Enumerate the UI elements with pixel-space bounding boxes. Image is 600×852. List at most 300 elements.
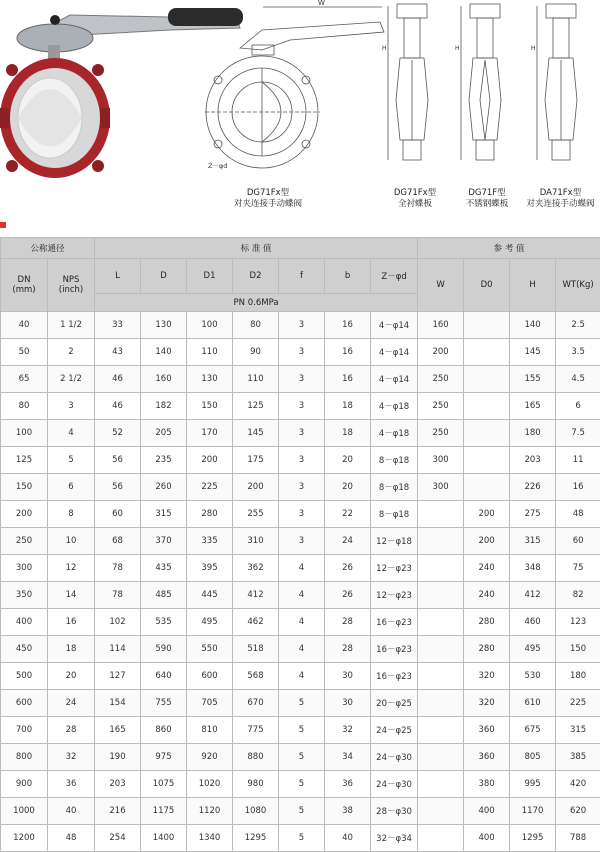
table-cell: 18 [325, 393, 371, 420]
table-cell: 32 [48, 744, 95, 771]
table-cell [464, 420, 510, 447]
table-row [1, 393, 600, 420]
table-cell: 24－φ30 [371, 771, 418, 798]
table-cell: 550 [187, 636, 233, 663]
table-cell [418, 690, 464, 717]
table-row [1, 717, 600, 744]
table-cell: 495 [187, 609, 233, 636]
table-cell [418, 663, 464, 690]
table-cell: 225 [556, 690, 600, 717]
table-cell [418, 636, 464, 663]
table-row [1, 555, 600, 582]
table-cell: 315 [141, 501, 187, 528]
table-cell: 260 [141, 474, 187, 501]
table-cell: 400 [464, 825, 510, 852]
table-cell: 46 [95, 366, 141, 393]
table-cell: 1200 [1, 825, 48, 852]
table-cell: 16 [325, 339, 371, 366]
table-cell: 300 [418, 474, 464, 501]
header-nominal: 公称通径 [1, 238, 95, 259]
table-cell: 16－φ23 [371, 636, 418, 663]
table-cell: 200 [233, 474, 279, 501]
table-cell: 56 [95, 474, 141, 501]
table-cell: 165 [95, 717, 141, 744]
table-cell: 235 [141, 447, 187, 474]
col-d2: D2 [233, 259, 279, 294]
table-cell: 10 [48, 528, 95, 555]
table-cell: 4－φ18 [371, 393, 418, 420]
table-cell [418, 582, 464, 609]
table-row [1, 528, 600, 555]
valve-photo [0, 0, 243, 185]
table-row [1, 798, 600, 825]
table-cell: 275 [510, 501, 556, 528]
table-cell: 445 [187, 582, 233, 609]
caption-model: DA71Fx型 [521, 188, 600, 199]
table-cell: 705 [187, 690, 233, 717]
table-cell: 16 [48, 609, 95, 636]
table-cell: 535 [141, 609, 187, 636]
table-cell: 335 [187, 528, 233, 555]
table-cell: 40 [1, 312, 48, 339]
caption-desc: 对夹连接手动蝶阀 [521, 199, 600, 210]
table-cell: 4.5 [556, 366, 600, 393]
caption-desc: 不锈钢蝶板 [455, 199, 519, 210]
section-marker [0, 222, 6, 228]
caption-model: DG71F型 [455, 188, 519, 199]
table-cell [418, 717, 464, 744]
table-cell: 40 [325, 825, 371, 852]
table-cell: 1170 [510, 798, 556, 825]
table-cell: 860 [141, 717, 187, 744]
table-cell: 40 [48, 798, 95, 825]
table-cell: 75 [556, 555, 600, 582]
table-cell: 150 [187, 393, 233, 420]
table-cell: 2 1/2 [48, 366, 95, 393]
table-cell: 1000 [1, 798, 48, 825]
caption-1 [213, 188, 323, 210]
table-row [1, 744, 600, 771]
table-cell: 36 [48, 771, 95, 798]
table-cell: 362 [233, 555, 279, 582]
table-cell: 250 [1, 528, 48, 555]
table-cell: 12 [48, 555, 95, 582]
table-cell: 4－φ18 [371, 420, 418, 447]
table-cell: 3 [279, 501, 325, 528]
table-cell: 180 [556, 663, 600, 690]
table-cell: 125 [233, 393, 279, 420]
table-cell: 920 [187, 744, 233, 771]
table-cell: 1400 [141, 825, 187, 852]
table-cell: 5 [279, 690, 325, 717]
col-d1: D1 [187, 259, 233, 294]
table-cell: 46 [95, 393, 141, 420]
table-cell: 1120 [187, 798, 233, 825]
table-row [1, 420, 600, 447]
table-cell: 600 [1, 690, 48, 717]
table-cell: 1075 [141, 771, 187, 798]
col-l: L [95, 259, 141, 294]
table-cell: 160 [141, 366, 187, 393]
table-cell: 28－φ30 [371, 798, 418, 825]
col-f: f [279, 259, 325, 294]
table-cell: 4－φ14 [371, 366, 418, 393]
table-cell: 3 [279, 339, 325, 366]
table-cell: 12－φ18 [371, 528, 418, 555]
table-cell: 203 [95, 771, 141, 798]
svg-text:H: H [455, 45, 460, 52]
table-cell: 250 [418, 420, 464, 447]
table-cell: 420 [556, 771, 600, 798]
table-cell: 16 [325, 312, 371, 339]
table-cell: 24－φ25 [371, 717, 418, 744]
table-cell: 900 [1, 771, 48, 798]
table-cell: 460 [510, 609, 556, 636]
table-cell: 20－φ25 [371, 690, 418, 717]
table-cell: 254 [95, 825, 141, 852]
table-cell [418, 744, 464, 771]
table-cell: 200 [187, 447, 233, 474]
table-cell: 310 [233, 528, 279, 555]
table-cell: 4 [48, 420, 95, 447]
table-cell: 5 [48, 447, 95, 474]
table-cell: 26 [325, 582, 371, 609]
table-cell: 33 [95, 312, 141, 339]
table-cell: 610 [510, 690, 556, 717]
table-cell: 123 [556, 609, 600, 636]
svg-text:H: H [531, 45, 536, 52]
table-cell: 348 [510, 555, 556, 582]
table-row [1, 501, 600, 528]
table-cell: 110 [233, 366, 279, 393]
table-cell: 280 [464, 636, 510, 663]
table-cell: 200 [464, 501, 510, 528]
table-cell: 1340 [187, 825, 233, 852]
table-cell: 20 [325, 474, 371, 501]
table-cell [464, 366, 510, 393]
table-cell: 462 [233, 609, 279, 636]
table-cell: 80 [1, 393, 48, 420]
header-reference: 参 考 值 [418, 238, 600, 259]
table-cell: 8 [48, 501, 95, 528]
table-cell: 3 [48, 393, 95, 420]
svg-text:H: H [382, 45, 387, 52]
table-cell: 6 [48, 474, 95, 501]
table-cell: 3.5 [556, 339, 600, 366]
table-cell: 805 [510, 744, 556, 771]
table-cell: 16 [325, 366, 371, 393]
table-cell: 48 [48, 825, 95, 852]
table-cell: 26 [325, 555, 371, 582]
table-cell: 226 [510, 474, 556, 501]
table-cell: 568 [233, 663, 279, 690]
table-cell: 20 [325, 447, 371, 474]
table-cell: 28 [48, 717, 95, 744]
table-cell: 102 [95, 609, 141, 636]
table-cell: 216 [95, 798, 141, 825]
table-cell: 52 [95, 420, 141, 447]
table-cell: 250 [418, 393, 464, 420]
table-cell [464, 474, 510, 501]
table-cell: 200 [418, 339, 464, 366]
table-cell: 32－φ34 [371, 825, 418, 852]
table-cell: 30 [325, 690, 371, 717]
table-cell: 180 [510, 420, 556, 447]
table-cell: 6 [556, 393, 600, 420]
table-row [1, 447, 600, 474]
table-cell: 16 [556, 474, 600, 501]
table-cell: 755 [141, 690, 187, 717]
table-cell: 530 [510, 663, 556, 690]
table-cell: 80 [233, 312, 279, 339]
caption-desc: 全衬蝶板 [383, 199, 447, 210]
table-cell: 280 [187, 501, 233, 528]
col-wt: WT(Kg) [556, 259, 600, 312]
table-cell: 4 [279, 636, 325, 663]
table-cell: 182 [141, 393, 187, 420]
table-cell: 12－φ23 [371, 582, 418, 609]
table-cell: 225 [187, 474, 233, 501]
table-cell: 24－φ30 [371, 744, 418, 771]
table-cell: 1175 [141, 798, 187, 825]
table-cell: 60 [95, 501, 141, 528]
table-cell: 5 [279, 717, 325, 744]
table-cell: 500 [1, 663, 48, 690]
table-cell: 495 [510, 636, 556, 663]
table-cell: 4－φ14 [371, 312, 418, 339]
table-cell: 140 [510, 312, 556, 339]
table-cell: 435 [141, 555, 187, 582]
table-cell: 5 [279, 771, 325, 798]
table-cell [418, 528, 464, 555]
table-cell: 4 [279, 555, 325, 582]
table-cell: 240 [464, 582, 510, 609]
svg-text:Z－φd: Z－φd [208, 162, 227, 170]
table-cell: 205 [141, 420, 187, 447]
table-cell: 350 [1, 582, 48, 609]
caption-model: DG71Fx型 [383, 188, 447, 199]
dim-w-label: W [318, 0, 325, 7]
table-cell: 43 [95, 339, 141, 366]
table-cell: 800 [1, 744, 48, 771]
table-cell: 50 [1, 339, 48, 366]
table-cell: 880 [233, 744, 279, 771]
table-cell: 5 [279, 825, 325, 852]
col-w: W [418, 259, 464, 312]
table-cell: 150 [1, 474, 48, 501]
table-cell: 130 [187, 366, 233, 393]
table-row [1, 312, 600, 339]
table-cell: 3 [279, 420, 325, 447]
table-cell: 154 [95, 690, 141, 717]
table-cell: 56 [95, 447, 141, 474]
table-cell: 4－φ14 [371, 339, 418, 366]
table-cell: 3 [279, 474, 325, 501]
table-cell: 360 [464, 717, 510, 744]
table-cell: 170 [187, 420, 233, 447]
table-cell: 175 [233, 447, 279, 474]
table-cell: 200 [464, 528, 510, 555]
table-cell: 640 [141, 663, 187, 690]
table-cell: 4 [279, 609, 325, 636]
table-cell: 2.5 [556, 312, 600, 339]
col-d: D [141, 259, 187, 294]
table-cell: 11 [556, 447, 600, 474]
table-cell: 24 [325, 528, 371, 555]
table-cell: 130 [141, 312, 187, 339]
table-cell: 412 [510, 582, 556, 609]
table-cell: 1080 [233, 798, 279, 825]
table-cell: 788 [556, 825, 600, 852]
table-cell [418, 501, 464, 528]
caption-3 [455, 188, 519, 210]
header-standard: 标 准 值 [95, 238, 418, 259]
table-cell: 22 [325, 501, 371, 528]
table-cell: 380 [464, 771, 510, 798]
table-cell [418, 555, 464, 582]
table-cell: 110 [187, 339, 233, 366]
table-cell: 385 [556, 744, 600, 771]
table-cell: 675 [510, 717, 556, 744]
table-cell: 400 [1, 609, 48, 636]
table-cell: 203 [510, 447, 556, 474]
table-row [1, 690, 600, 717]
caption-model: DG71Fx型 [213, 188, 323, 199]
valve-illustrations [0, 0, 600, 220]
table-cell: 36 [325, 771, 371, 798]
table-cell: 38 [325, 798, 371, 825]
table-cell: 14 [48, 582, 95, 609]
col-nps: NPS (inch) [48, 259, 95, 312]
table-cell: 400 [464, 798, 510, 825]
table-cell: 250 [418, 366, 464, 393]
table-cell: 3 [279, 312, 325, 339]
table-cell: 775 [233, 717, 279, 744]
table-cell: 127 [95, 663, 141, 690]
table-cell: 1 1/2 [48, 312, 95, 339]
table-cell: 320 [464, 663, 510, 690]
table-row [1, 609, 600, 636]
table-cell: 20 [48, 663, 95, 690]
table-cell: 450 [1, 636, 48, 663]
table-cell: 65 [1, 366, 48, 393]
table-cell: 24 [48, 690, 95, 717]
table-cell: 600 [187, 663, 233, 690]
table-cell [464, 312, 510, 339]
table-cell: 16－φ23 [371, 609, 418, 636]
table-row [1, 582, 600, 609]
table-cell: 150 [556, 636, 600, 663]
col-z: Z－φd [371, 259, 418, 294]
table-row [1, 339, 600, 366]
table-cell [464, 339, 510, 366]
table-cell: 360 [464, 744, 510, 771]
table-cell: 18 [325, 420, 371, 447]
table-cell: 165 [510, 393, 556, 420]
table-cell: 975 [141, 744, 187, 771]
col-d0: D0 [464, 259, 510, 312]
table-row [1, 474, 600, 501]
table-cell: 18 [48, 636, 95, 663]
table-cell: 78 [95, 555, 141, 582]
col-dn: DN (mm) [1, 259, 48, 312]
table-cell: 8－φ18 [371, 474, 418, 501]
table-cell: 240 [464, 555, 510, 582]
table-row [1, 771, 600, 798]
table-row [1, 366, 600, 393]
table-cell: 980 [233, 771, 279, 798]
pressure-rating: PN 0.6MPa [95, 294, 418, 312]
caption-2 [383, 188, 447, 210]
table-cell: 315 [556, 717, 600, 744]
table-cell [418, 825, 464, 852]
table-cell: 16－φ23 [371, 663, 418, 690]
table-cell: 3 [279, 366, 325, 393]
table-cell: 2 [48, 339, 95, 366]
table-cell: 190 [95, 744, 141, 771]
table-row [1, 825, 600, 852]
table-cell: 1295 [233, 825, 279, 852]
table-cell: 7.5 [556, 420, 600, 447]
table-cell: 155 [510, 366, 556, 393]
table-cell: 12－φ23 [371, 555, 418, 582]
table-cell: 300 [418, 447, 464, 474]
table-cell: 145 [233, 420, 279, 447]
table-cell: 1020 [187, 771, 233, 798]
table-cell [464, 447, 510, 474]
table-cell: 100 [187, 312, 233, 339]
table-cell: 82 [556, 582, 600, 609]
dimension-table [0, 237, 600, 852]
table-cell: 700 [1, 717, 48, 744]
table-cell: 114 [95, 636, 141, 663]
table-cell: 8－φ18 [371, 501, 418, 528]
table-cell: 1295 [510, 825, 556, 852]
table-cell: 810 [187, 717, 233, 744]
table-cell: 3 [279, 393, 325, 420]
table-row [1, 663, 600, 690]
table-cell: 3 [279, 528, 325, 555]
table-cell: 320 [464, 690, 510, 717]
table-cell: 68 [95, 528, 141, 555]
table-cell: 140 [141, 339, 187, 366]
table-cell: 315 [510, 528, 556, 555]
table-cell: 4 [279, 582, 325, 609]
caption-desc: 对夹连接手动蝶阀 [213, 199, 323, 210]
table-cell: 90 [233, 339, 279, 366]
table-cell: 518 [233, 636, 279, 663]
table-cell: 34 [325, 744, 371, 771]
col-h: H [510, 259, 556, 312]
table-cell: 160 [418, 312, 464, 339]
table-cell: 485 [141, 582, 187, 609]
table-cell: 78 [95, 582, 141, 609]
table-cell: 48 [556, 501, 600, 528]
table-cell: 255 [233, 501, 279, 528]
table-cell: 32 [325, 717, 371, 744]
table-cell: 280 [464, 609, 510, 636]
table-cell [418, 798, 464, 825]
table-cell: 100 [1, 420, 48, 447]
table-cell: 5 [279, 744, 325, 771]
table-cell: 28 [325, 609, 371, 636]
table-cell: 3 [279, 447, 325, 474]
table-row [1, 636, 600, 663]
table-cell: 995 [510, 771, 556, 798]
table-cell: 670 [233, 690, 279, 717]
table-cell: 5 [279, 798, 325, 825]
caption-4 [521, 188, 600, 210]
